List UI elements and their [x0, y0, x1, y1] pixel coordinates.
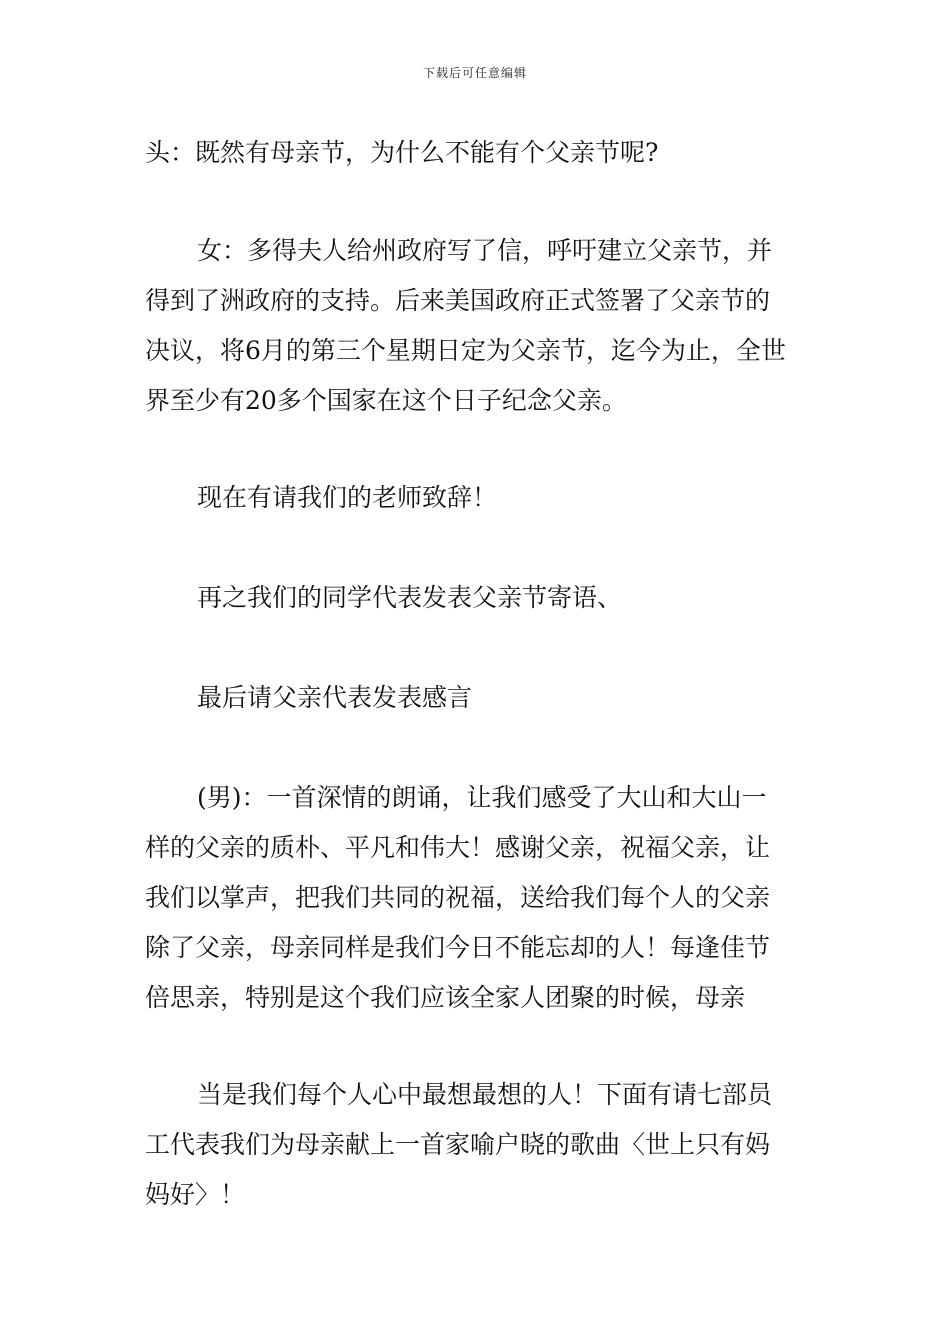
page-header: 下载后可任意编辑 [422, 66, 527, 80]
paragraph-2-line-3: 决议，将6月的第三个星期日定为父亲节，迄今为止，全世 [145, 336, 786, 365]
paragraph-6-line-5: 倍思亲，特别是这个我们应该全家人团聚的时候，母亲 [145, 983, 746, 1012]
paragraph-1-line-1: 头：既然有母亲节，为什么不能有个父亲节呢? [145, 138, 659, 167]
paragraph-6-line-4: 除了父亲，母亲同样是我们今日不能忘却的人！每逢佳节 [145, 933, 771, 962]
paragraph-5-line-1: 最后请父亲代表发表感言 [197, 683, 473, 712]
paragraph-6-line-2: 样的父亲的质朴、平凡和伟大！感谢父亲，祝福父亲，让 [145, 833, 771, 862]
paragraph-4-line-1: 再之我们的同学代表发表父亲节寄语、 [197, 583, 623, 612]
paragraph-7-line-1: 当是我们每个人心中最想最想的人！下面有请七部员 [197, 1080, 773, 1109]
paragraph-2-line-2: 得到了洲政府的支持。后来美国政府正式签署了父亲节的 [145, 286, 771, 315]
paragraph-6-line-3: 我们以掌声，把我们共同的祝福，送给我们每个人的父亲 [145, 883, 771, 912]
paragraph-3-line-1: 现在有请我们的老师致辞！ [197, 483, 498, 512]
paragraph-2-line-1: 女：多得夫人给州政府写了信，呼吁建立父亲节，并 [197, 236, 773, 265]
paragraph-2-line-4: 界至少有20多个国家在这个日子纪念父亲。 [145, 386, 627, 415]
paragraph-6-line-1: (男)：一首深情的朗诵，让我们感受了大山和大山一 [197, 783, 767, 812]
paragraph-7-line-3: 妈好〉！ [145, 1180, 246, 1209]
paragraph-7-line-2: 工代表我们为母亲献上一首家喻户晓的歌曲〈世上只有妈 [145, 1130, 771, 1159]
